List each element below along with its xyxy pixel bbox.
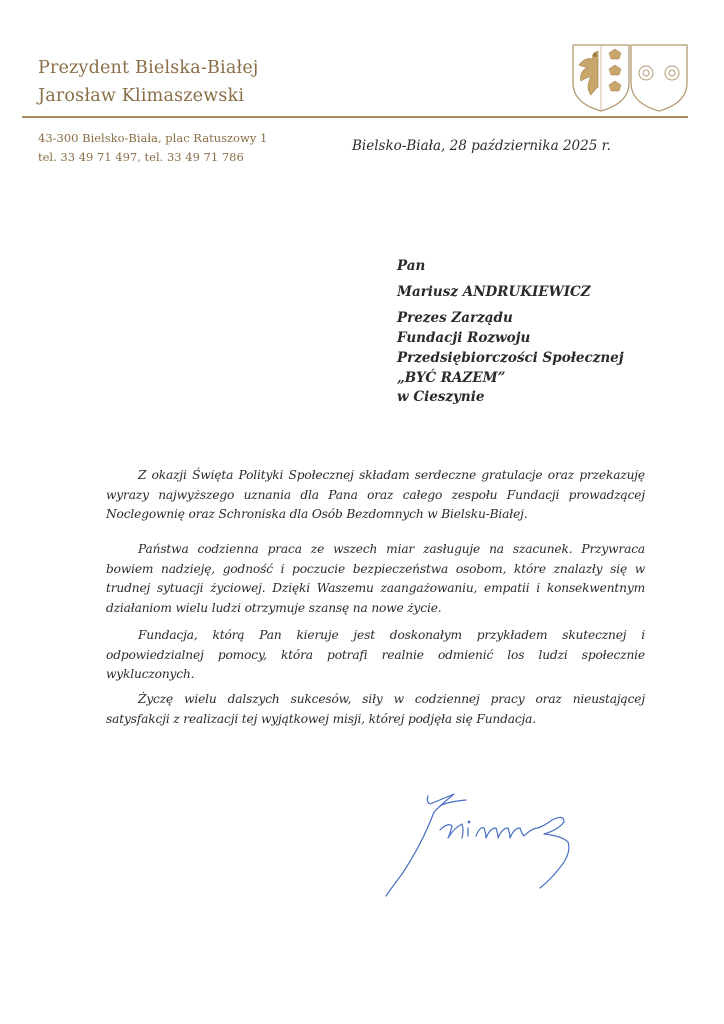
letterhead-phones: tel. 33 49 71 497, tel. 33 49 71 786 bbox=[38, 150, 244, 164]
letterhead-title: Prezydent Bielska-Białej bbox=[38, 58, 259, 78]
body-paragraph: Życzę wielu dalszych sukcesów, siły w codziennej pracy oraz nieustającej satysfakcji z realizacji tej wyjątkowej misji, której podjęła się Fundacja. bbox=[106, 692, 645, 726]
recipient-name: Mariusz ANDRUKIEWICZ bbox=[397, 284, 591, 300]
letterhead-name: Jarosław Klimaszewski bbox=[38, 86, 245, 106]
date-line: Bielsko-Biała, 28 października 2025 r. bbox=[352, 138, 611, 154]
body-paragraph: Z okazji Święta Polityki Społecznej składam serdeczne gratulacje oraz przekazuję wyrazy najwyższego uznania dla Pana oraz całego zespołu Fundacji prowadzącej Noclegownię oraz Schroniska dla Osób Bezdomnych w Bielsku-Białej. bbox=[106, 468, 645, 521]
recipient-position-line: „BYĆ RAZEM” bbox=[397, 370, 506, 386]
handwritten-signature-icon bbox=[368, 784, 618, 899]
letterhead-divider bbox=[22, 116, 688, 118]
bielsko-biala-coat-of-arms-icon bbox=[571, 43, 689, 113]
body-paragraph: Państwa codzienna praca ze wszech miar zasługuje na szacunek. Przywraca bowiem nadzieję, godność i poczucie bezpieczeństwa osobom, które znalazły się w trudnej sytuacji życiowej. Dzięki Waszemu zaangażowaniu, empatii i konsekwentnym działaniom wielu ludzi otrzymuje szansę na nowe życie. bbox=[106, 542, 645, 615]
recipient-position-line: Prezes Zarządu bbox=[397, 310, 513, 326]
recipient-position-line: Fundacji Rozwoju bbox=[397, 330, 531, 346]
recipient-position-line: w Cieszynie bbox=[397, 389, 485, 405]
body-paragraph: Fundacja, którą Pan kieruje jest doskonałym przykładem skutecznej i odpowiedzialnej pomocy, która potrafi realnie odmienić los ludzi społecznie wykluczonych. bbox=[106, 628, 645, 681]
recipient-salutation: Pan bbox=[397, 258, 426, 274]
letterhead-address: 43-300 Bielsko-Biała, plac Ratuszowy 1 bbox=[38, 131, 268, 145]
recipient-position-line: Przedsiębiorczości Społecznej bbox=[397, 350, 624, 366]
